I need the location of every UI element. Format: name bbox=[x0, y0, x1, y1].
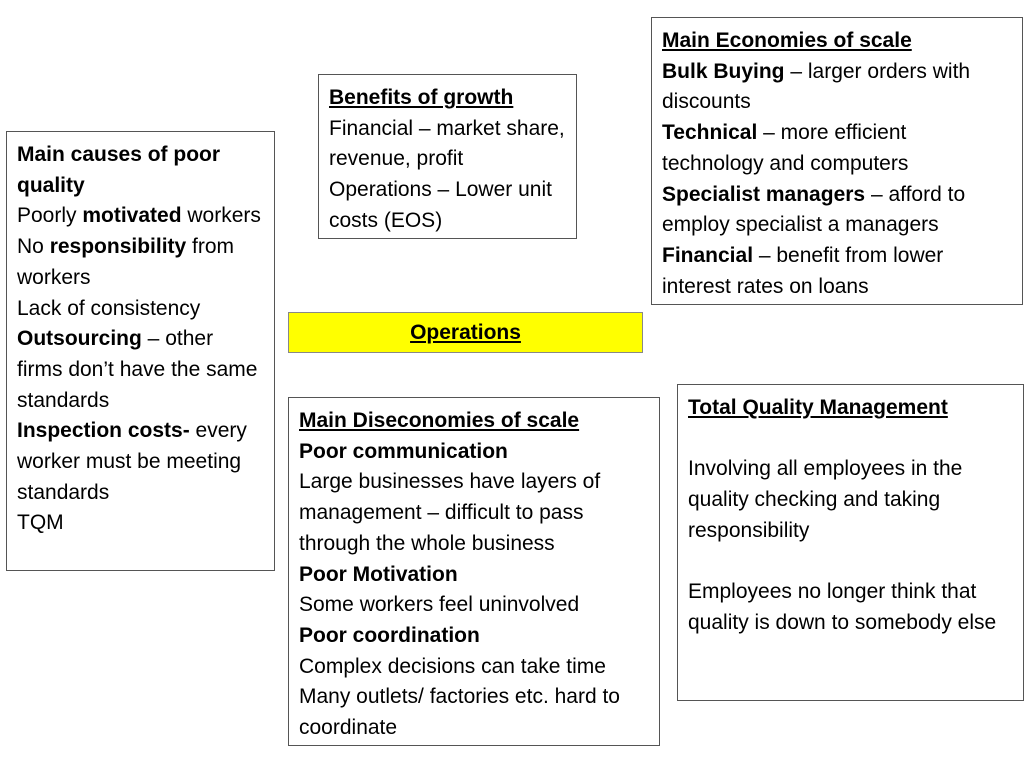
diseconomies-text-motivation: Some workers feel uninvolved bbox=[299, 593, 580, 617]
tqm-title: Total Quality Management bbox=[688, 396, 948, 419]
economies-item-financial: Financial – benefit from lower interest rates on loans bbox=[662, 243, 944, 298]
tqm-paragraph-2: Employees no longer think that quality is down to somebody else bbox=[688, 580, 997, 634]
causes-line-tqm: TQM bbox=[17, 511, 64, 535]
diseconomies-text-coordination-a: Complex decisions can take time bbox=[299, 654, 606, 678]
benefits-financial: Financial – market share, revenue, profit bbox=[329, 116, 565, 171]
economies-item-technical: Technical – more efficient technology and computers bbox=[662, 121, 909, 175]
diseconomies-heading-communication: Poor communication bbox=[299, 439, 508, 463]
causes-line-inspection: Inspection costs- every worker must be meeting standards bbox=[17, 419, 247, 504]
causes-line-outsourcing: Outsourcing – other firms don’t have the same standards bbox=[17, 327, 258, 412]
benefits-of-growth-box bbox=[318, 74, 577, 239]
tqm-paragraph-1: Involving all employees in the quality checking and taking responsibility bbox=[688, 457, 963, 542]
diseconomies-of-scale-box bbox=[288, 397, 660, 746]
diseconomies-title: Main Diseconomies of scale bbox=[299, 409, 580, 432]
diseconomies-text-coordination-b: Many outlets/ factories etc. hard to coordinate bbox=[299, 685, 620, 740]
benefits-operations: Operations – Lower unit costs (EOS) bbox=[329, 178, 552, 232]
economies-item-specialist-managers: Specialist managers – afford to employ specialist a managers bbox=[662, 182, 966, 237]
total-quality-management-box bbox=[677, 384, 1024, 701]
causes-title: Main causes of poor quality bbox=[17, 143, 221, 197]
tqm-spacer bbox=[688, 547, 1013, 578]
operations-label: Operations bbox=[288, 312, 643, 353]
economies-of-scale-box bbox=[651, 17, 1023, 305]
diseconomies-text-communication: Large businesses have layers of management – difficult to pass through the whole business bbox=[299, 470, 601, 555]
causes-line-motivated: Poorly motivated workers bbox=[17, 204, 261, 228]
diseconomies-heading-coordination: Poor coordination bbox=[299, 623, 480, 647]
tqm-spacer bbox=[688, 424, 1013, 455]
causes-of-poor-quality-box bbox=[6, 131, 275, 571]
benefits-title: Benefits of growth bbox=[329, 86, 514, 109]
causes-line-consistency: Lack of consistency bbox=[17, 296, 201, 320]
diseconomies-heading-motivation: Poor Motivation bbox=[299, 562, 458, 586]
economies-title: Main Economies of scale bbox=[662, 29, 912, 52]
causes-line-responsibility: No responsibility from workers bbox=[17, 235, 235, 289]
economies-item-bulk-buying: Bulk Buying – larger orders with discounts bbox=[662, 59, 971, 114]
